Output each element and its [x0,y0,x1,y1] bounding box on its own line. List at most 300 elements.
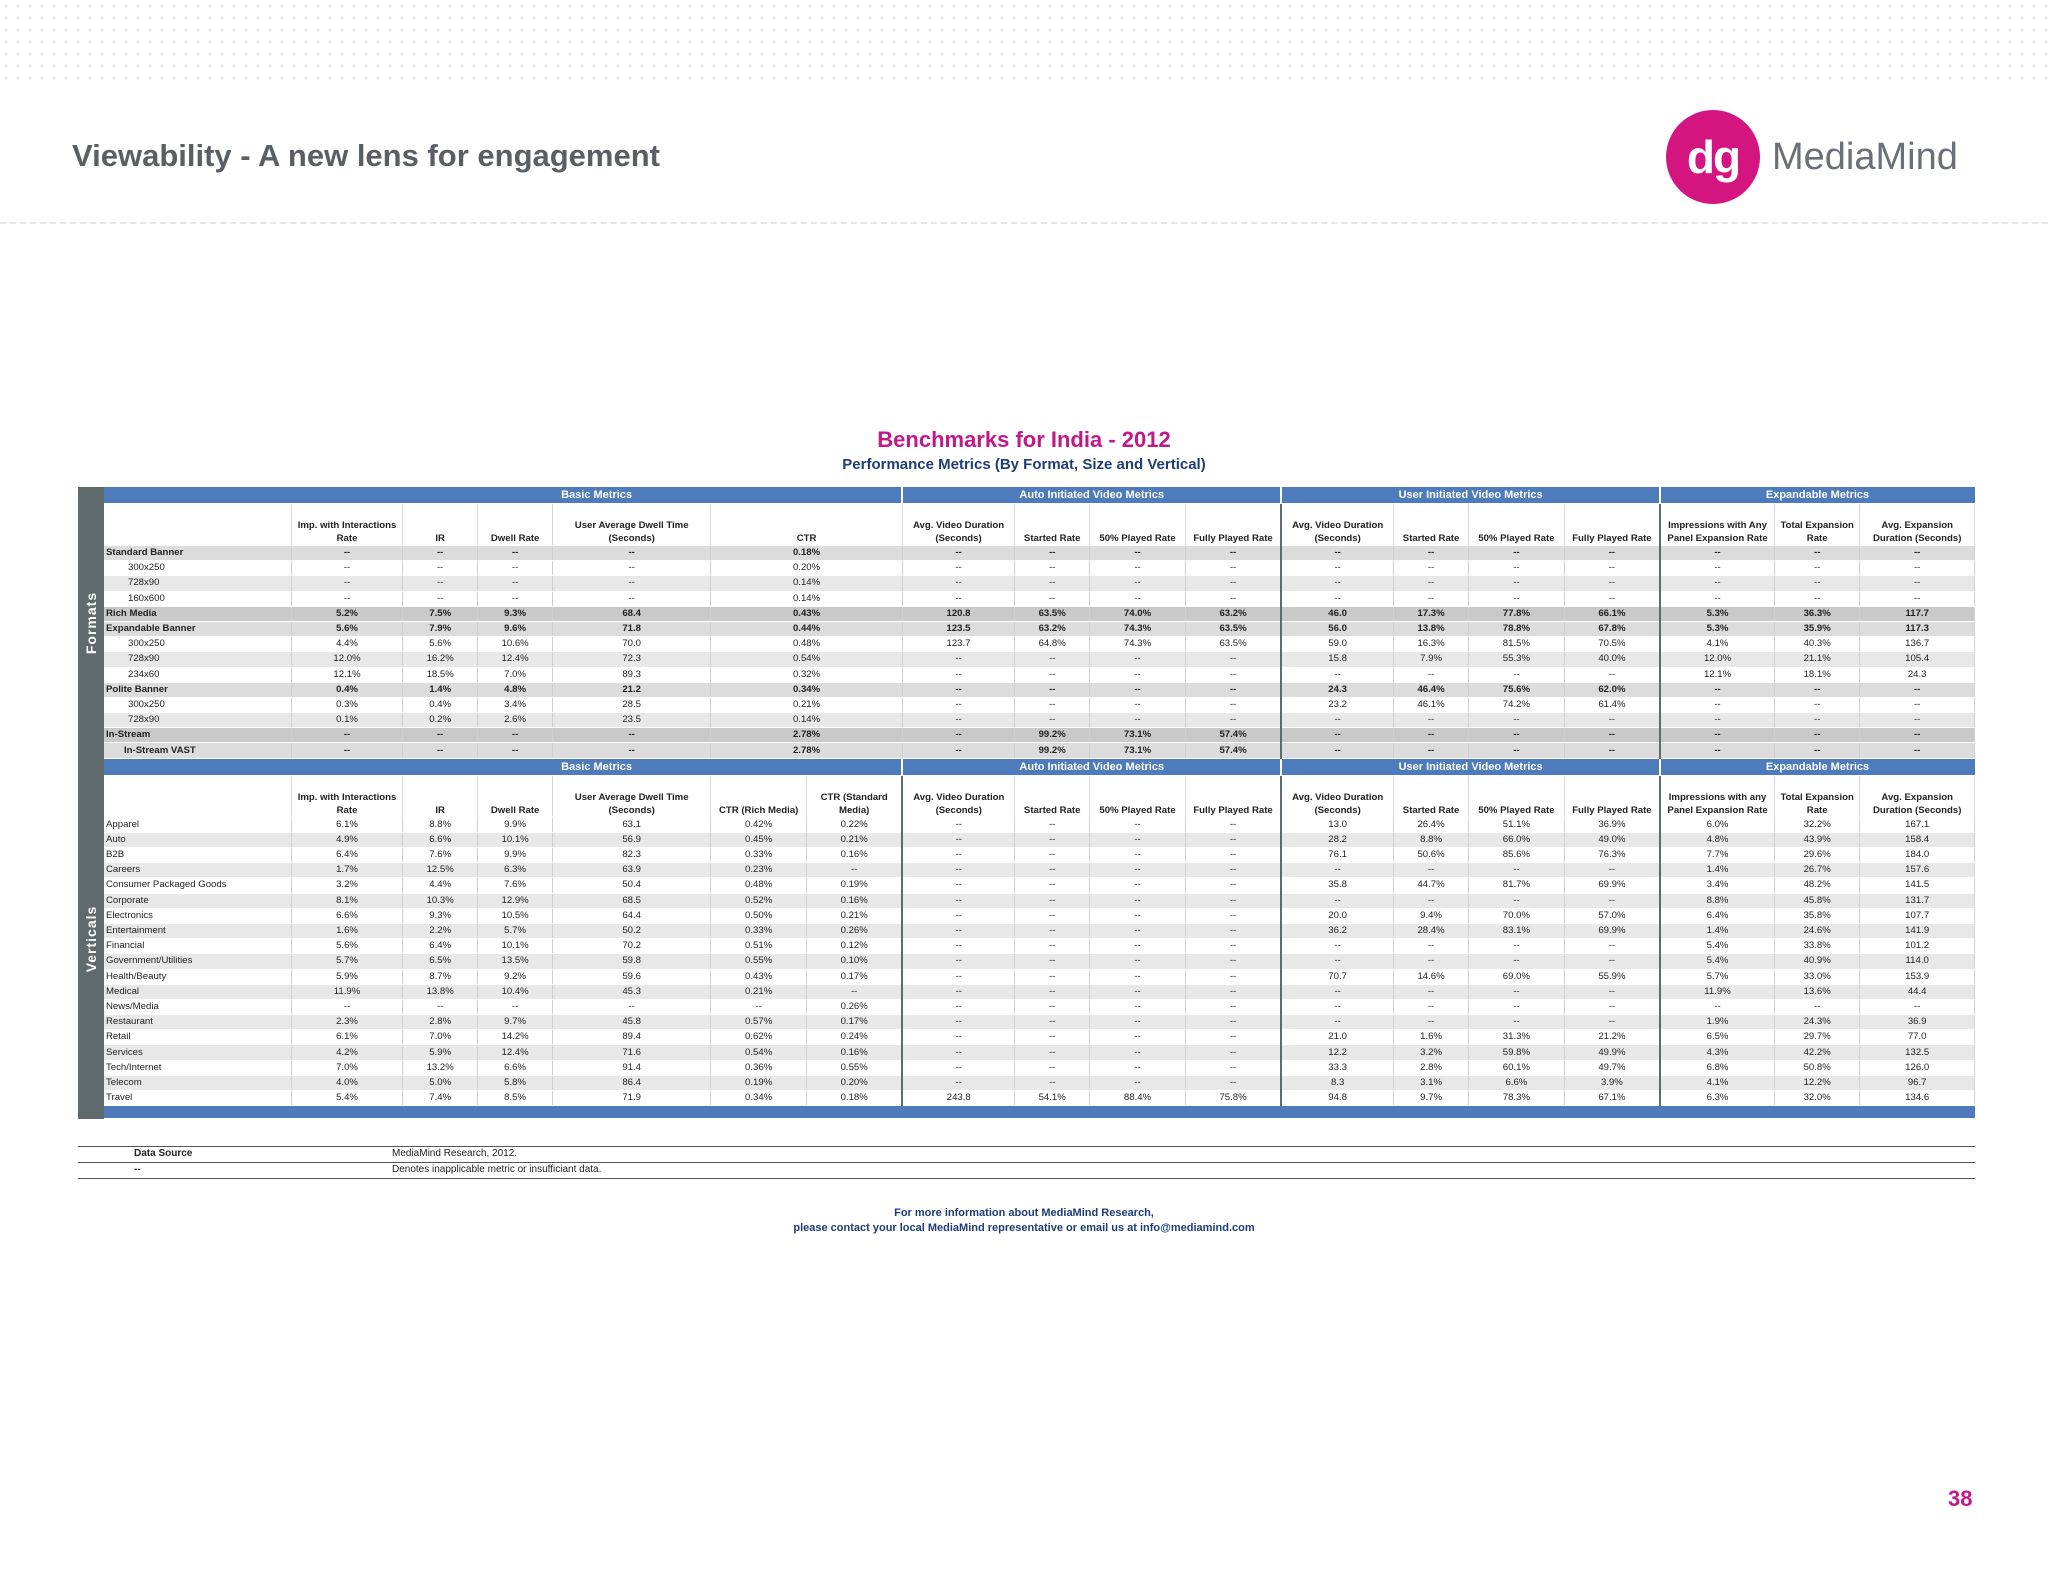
vertical-value: 50.6% [1394,848,1469,863]
formats-col-header: Avg. Expansion Duration (Seconds) [1860,504,1975,546]
format-value: 28.5 [553,697,711,712]
format-value: 117.7 [1860,606,1975,621]
vertical-value: 134.6 [1860,1091,1975,1106]
vertical-value: 2.8% [1394,1060,1469,1075]
formats-label-text: Formats [83,591,99,654]
format-row [104,728,1975,743]
vertical-value: 9.9% [478,817,553,832]
dotted-header-pattern [0,0,2048,86]
vertical-value: 0.33% [711,848,807,863]
vertical-value: 6.8% [1660,1060,1774,1075]
vertical-value: -- [1015,878,1090,893]
vertical-value: 0.36% [711,1060,807,1075]
vertical-value: 0.48% [711,878,807,893]
format-value: -- [403,576,478,591]
benchmark-title: Benchmarks for India - 2012 [877,427,1171,452]
format-value: -- [1281,667,1393,682]
vertical-value: -- [1090,939,1186,954]
vertical-value: 6.4% [291,848,402,863]
format-value: 12.0% [1660,652,1774,667]
vertical-value: -- [1090,863,1186,878]
format-value: 23.2 [1281,697,1393,712]
vertical-value: 0.17% [807,969,903,984]
vertical-label: B2B [104,848,291,863]
format-value: -- [902,591,1014,606]
vertical-value: 71.9 [553,1091,711,1106]
verticals-col-header: Started Rate [1015,775,1090,817]
vertical-label: Financial [104,939,291,954]
band-spacer [104,758,291,775]
vertical-label: Apparel [104,817,291,832]
format-value: 73.1% [1090,743,1186,758]
verticals-col-header: CTR (Rich Media) [711,775,807,817]
format-value: -- [1775,743,1860,758]
format-row [104,576,1975,591]
vertical-value: 1.7% [291,863,402,878]
format-value: -- [1394,591,1469,606]
vertical-value: -- [1185,817,1281,832]
format-label: 234x60 [104,667,291,682]
format-value: -- [403,591,478,606]
vertical-value: -- [1185,1045,1281,1060]
contact-info [0,1206,2048,1236]
format-value: -- [1394,743,1469,758]
vertical-value: 51.1% [1469,817,1565,832]
vertical-value: 1.4% [1660,923,1774,938]
vertical-value: 6.6% [291,908,402,923]
vertical-value: -- [1090,969,1186,984]
format-value: -- [1660,713,1774,728]
verticals-col-header: Avg. Expansion Duration (Seconds) [1860,775,1975,817]
format-value: -- [1015,697,1090,712]
vertical-value: 49.7% [1564,1060,1660,1075]
format-value: 40.0% [1564,652,1660,667]
format-value: 99.2% [1015,743,1090,758]
vertical-value: 101.2 [1860,939,1975,954]
format-value: 89.3 [553,667,711,682]
format-value: 0.21% [711,697,903,712]
format-value: -- [1394,546,1469,561]
formats-header-row [104,504,1975,546]
format-label: 728x90 [104,576,291,591]
vertical-value: -- [1090,984,1186,999]
vertical-value: 48.2% [1775,878,1860,893]
contact-line-2: please contact your local MediaMind representative or email us at info@mediamind.com [793,1222,1255,1234]
vertical-value: 21.0 [1281,1030,1393,1045]
format-value: -- [1860,682,1975,697]
format-value: 12.4% [478,652,553,667]
format-value: -- [1015,576,1090,591]
logo-name: MediaMind [1772,135,1958,178]
benchmark-subtitle: Performance Metrics (By Format, Size and Vertical) [842,456,1206,473]
vertical-row [104,1045,1975,1060]
format-value: 17.3% [1394,606,1469,621]
vertical-value: 7.0% [291,1060,402,1075]
data-source-value: MediaMind Research, 2012. [392,1148,518,1159]
format-value: 74.3% [1090,637,1186,652]
format-value: -- [1090,667,1186,682]
verticals-col-header: User Average Dwell Time (Seconds) [553,775,711,817]
format-value: -- [1090,652,1186,667]
band-expandable-metrics: Expandable Metrics [1660,487,1974,504]
vertical-value: -- [1469,984,1565,999]
verticals-col-header: IR [403,775,478,817]
vertical-value: 45.8% [1775,893,1860,908]
vertical-label: Restaurant [104,1015,291,1030]
format-value: 0.44% [711,621,903,636]
vertical-label: Corporate [104,893,291,908]
vertical-value: -- [1015,1060,1090,1075]
vertical-value: -- [478,999,553,1014]
format-row [104,606,1975,621]
vertical-value: 50.8% [1775,1060,1860,1075]
vertical-row [104,817,1975,832]
vertical-value: -- [902,1015,1014,1030]
format-value: -- [553,561,711,576]
format-value: -- [1660,697,1774,712]
format-value: -- [1281,728,1393,743]
vertical-value: 5.7% [1660,969,1774,984]
formats-col-header: Dwell Rate [478,504,553,546]
vertical-value: 14.6% [1394,969,1469,984]
format-value: -- [902,728,1014,743]
vertical-row [104,863,1975,878]
format-value: 0.14% [711,576,903,591]
dash-legend-row [78,1162,1975,1178]
formats-col-header: 50% Played Rate [1090,504,1186,546]
vertical-value: 8.8% [403,817,478,832]
formats-col-header: Impressions with Any Panel Expansion Rate [1660,504,1774,546]
format-value: 68.4 [553,606,711,621]
format-value: -- [1185,591,1281,606]
vertical-value: 29.7% [1775,1030,1860,1045]
vertical-label: Consumer Packaged Goods [104,878,291,893]
format-value: -- [1281,713,1393,728]
vertical-value: -- [1015,832,1090,847]
vertical-value: -- [1394,1015,1469,1030]
header-divider [0,222,2048,224]
vertical-value: 9.3% [403,908,478,923]
formats-col-header: Fully Played Rate [1564,504,1660,546]
vertical-value: 3.1% [1394,1075,1469,1090]
format-row [104,546,1975,561]
vertical-value: 126.0 [1860,1060,1975,1075]
vertical-value: 35.8 [1281,878,1393,893]
format-value: 46.0 [1281,606,1393,621]
vertical-value: 66.0% [1469,832,1565,847]
footer-band-cell [104,1106,1975,1119]
format-value: 0.18% [711,546,903,561]
vertical-value: 11.9% [291,984,402,999]
verticals-col-header: Avg. Video Duration (Seconds) [902,775,1014,817]
vertical-value: 3.9% [1564,1075,1660,1090]
vertical-row [104,832,1975,847]
vertical-value: -- [1015,848,1090,863]
format-value: -- [1564,591,1660,606]
vertical-value: -- [1185,939,1281,954]
format-value: -- [478,561,553,576]
vertical-value: 55.9% [1564,969,1660,984]
vertical-value: 36.2 [1281,923,1393,938]
vertical-value: 6.5% [403,954,478,969]
vertical-value: -- [1015,999,1090,1014]
vertical-value: 13.0 [1281,817,1393,832]
format-value: 63.2% [1185,606,1281,621]
vertical-row [104,893,1975,908]
format-value: 5.3% [1660,621,1774,636]
vertical-value: 4.4% [403,878,478,893]
vertical-value: 4.1% [1660,1075,1774,1090]
vertical-value: -- [1185,893,1281,908]
vertical-value: 5.8% [478,1075,553,1090]
vertical-value: 10.5% [478,908,553,923]
vertical-value: -- [553,999,711,1014]
vertical-value: 49.9% [1564,1045,1660,1060]
vertical-value: 6.0% [1660,817,1774,832]
vertical-label: Retail [104,1030,291,1045]
vertical-value: -- [1015,1030,1090,1045]
format-value: 0.48% [711,637,903,652]
vertical-value: -- [1394,954,1469,969]
vertical-value: 0.55% [711,954,807,969]
format-value: -- [1564,546,1660,561]
format-value: -- [1090,561,1186,576]
format-value: -- [1860,591,1975,606]
format-value: -- [403,728,478,743]
format-value: -- [1860,561,1975,576]
vertical-row [104,999,1975,1014]
format-value: 10.6% [478,637,553,652]
vertical-row [104,954,1975,969]
vertical-value: 24.6% [1775,923,1860,938]
format-value: -- [902,546,1014,561]
vertical-value: 70.7 [1281,969,1393,984]
format-value: -- [1394,713,1469,728]
format-value: 57.4% [1185,743,1281,758]
vertical-value: 9.7% [1394,1091,1469,1106]
vertical-value: -- [1185,832,1281,847]
format-value: 66.1% [1564,606,1660,621]
vertical-value: -- [1185,863,1281,878]
format-value: -- [1090,591,1186,606]
vertical-value: 167.1 [1860,817,1975,832]
vertical-value: 59.8% [1469,1045,1565,1060]
format-value: 0.14% [711,713,903,728]
vertical-value: 77.0 [1860,1030,1975,1045]
format-value: -- [1775,591,1860,606]
vertical-value: -- [1090,1030,1186,1045]
vertical-row [104,848,1975,863]
verticals-col-header: Imp. with Interactions Rate [291,775,402,817]
band-auto-video-metrics: Auto Initiated Video Metrics [902,758,1281,775]
vertical-value: 14.2% [478,1030,553,1045]
verticals-col-header: Impressions with any Panel Expansion Rate [1660,775,1774,817]
vertical-value: 158.4 [1860,832,1975,847]
format-value: -- [1394,667,1469,682]
vertical-value: -- [1185,984,1281,999]
vertical-value: -- [1185,923,1281,938]
dg-logo-mark: dg [1666,110,1760,204]
format-value: 1.4% [403,682,478,697]
format-value: -- [1185,667,1281,682]
vertical-value: 0.21% [711,984,807,999]
vertical-value: 4.2% [291,1045,402,1060]
benchmark-table [104,487,1975,1119]
vertical-value: -- [1185,999,1281,1014]
vertical-value: 9.4% [1394,908,1469,923]
format-value: 23.5 [553,713,711,728]
vertical-value: 64.4 [553,908,711,923]
vertical-value: 132.5 [1860,1045,1975,1060]
data-source-label: Data Source [134,1148,193,1159]
formats-band-row [104,487,1975,504]
vertical-value: 0.17% [807,1015,903,1030]
format-value: -- [1660,682,1774,697]
format-value: -- [553,728,711,743]
format-value: -- [291,743,402,758]
format-value: 136.7 [1860,637,1975,652]
vertical-value: 2.2% [403,923,478,938]
format-value: -- [1564,713,1660,728]
contact-line-1: For more information about MediaMind Research, [894,1207,1154,1219]
vertical-value: 12.4% [478,1045,553,1060]
vertical-value: 50.4 [553,878,711,893]
format-value: -- [1015,546,1090,561]
formats-side-label [78,487,104,758]
format-value: -- [403,546,478,561]
format-value: 5.6% [403,637,478,652]
vertical-value: -- [1090,1015,1186,1030]
format-value: -- [1860,728,1975,743]
format-value: -- [291,591,402,606]
vertical-value: -- [1281,863,1393,878]
vertical-value: -- [1185,1015,1281,1030]
vertical-value: -- [902,878,1014,893]
format-label: In-Stream [104,728,291,743]
vertical-value: 10.4% [478,984,553,999]
vertical-value: 114.0 [1860,954,1975,969]
format-value: -- [1469,743,1565,758]
vertical-value: 71.6 [553,1045,711,1060]
vertical-value: 54.1% [1015,1091,1090,1106]
verticals-col-header: Dwell Rate [478,775,553,817]
vertical-value: 81.7% [1469,878,1565,893]
vertical-value: -- [1469,999,1565,1014]
vertical-value: 94.8 [1281,1091,1393,1106]
vertical-value: 5.4% [291,1091,402,1106]
vertical-value: -- [1015,908,1090,923]
vertical-value: -- [902,999,1014,1014]
format-value: -- [1469,576,1565,591]
format-row [104,743,1975,758]
vertical-row [104,969,1975,984]
format-value: -- [1775,576,1860,591]
vertical-value: -- [1015,1015,1090,1030]
band-basic-metrics: Basic Metrics [291,758,902,775]
vertical-value: 44.4 [1860,984,1975,999]
vertical-value: 6.3% [1660,1091,1774,1106]
band-basic-metrics: Basic Metrics [291,487,902,504]
vertical-value: 67.1% [1564,1091,1660,1106]
verticals-col-header: Total Expansion Rate [1775,775,1860,817]
format-row [104,637,1975,652]
vertical-value: 56.9 [553,832,711,847]
format-value: -- [1564,576,1660,591]
vertical-value: 4.0% [291,1075,402,1090]
vertical-value: -- [1185,848,1281,863]
vertical-value: -- [902,817,1014,832]
format-value: 5.6% [291,621,402,636]
vertical-value: 3.2% [1394,1045,1469,1060]
vertical-value: -- [1281,999,1393,1014]
vertical-value: 28.4% [1394,923,1469,938]
vertical-value: 83.1% [1469,923,1565,938]
vertical-value: -- [1185,1060,1281,1075]
vertical-value: -- [1015,954,1090,969]
vertical-value: 9.2% [478,969,553,984]
format-value: -- [478,576,553,591]
format-value: -- [291,561,402,576]
vertical-value: -- [1564,999,1660,1014]
vertical-value: -- [1185,969,1281,984]
vertical-value: 9.9% [478,848,553,863]
format-value: -- [1660,576,1774,591]
verticals-band-row [104,758,1975,775]
format-row [104,713,1975,728]
format-value: 3.4% [478,697,553,712]
format-value: -- [1185,561,1281,576]
format-value: 7.9% [1394,652,1469,667]
format-value: 0.4% [403,697,478,712]
format-row [104,652,1975,667]
format-value: -- [478,743,553,758]
vertical-value: -- [1394,939,1469,954]
vertical-value: 3.2% [291,878,402,893]
format-value: -- [1394,728,1469,743]
format-value: -- [1090,713,1186,728]
verticals-col-header: Fully Played Rate [1185,775,1281,817]
vertical-label: Telecom [104,1075,291,1090]
format-value: -- [1185,697,1281,712]
format-value: -- [1281,743,1393,758]
format-value: 75.6% [1469,682,1565,697]
vertical-value: 76.3% [1564,848,1660,863]
vertical-value: -- [1185,908,1281,923]
format-value: 16.3% [1394,637,1469,652]
vertical-value: 0.16% [807,1045,903,1060]
dash-legend-value: Denotes inapplicable metric or insufficiant data. [392,1164,602,1175]
format-value: 0.4% [291,682,402,697]
format-value: 9.6% [478,621,553,636]
format-value: 4.1% [1660,637,1774,652]
vertical-value: 78.3% [1469,1091,1565,1106]
formats-col-header: User Average Dwell Time (Seconds) [553,504,711,546]
format-value: 74.0% [1090,606,1186,621]
format-value: -- [403,743,478,758]
format-value: 0.54% [711,652,903,667]
vertical-value: 1.9% [1660,1015,1774,1030]
vertical-value: 63.9 [553,863,711,878]
vertical-value: 49.0% [1564,832,1660,847]
vertical-value: 5.9% [403,1045,478,1060]
benchmark-table-area [78,487,1975,1125]
format-value: -- [1015,561,1090,576]
vertical-value: 1.6% [1394,1030,1469,1045]
format-value: -- [1660,743,1774,758]
vertical-value: 20.0 [1281,908,1393,923]
vertical-value: 45.8 [553,1015,711,1030]
vertical-value: 8.8% [1394,832,1469,847]
